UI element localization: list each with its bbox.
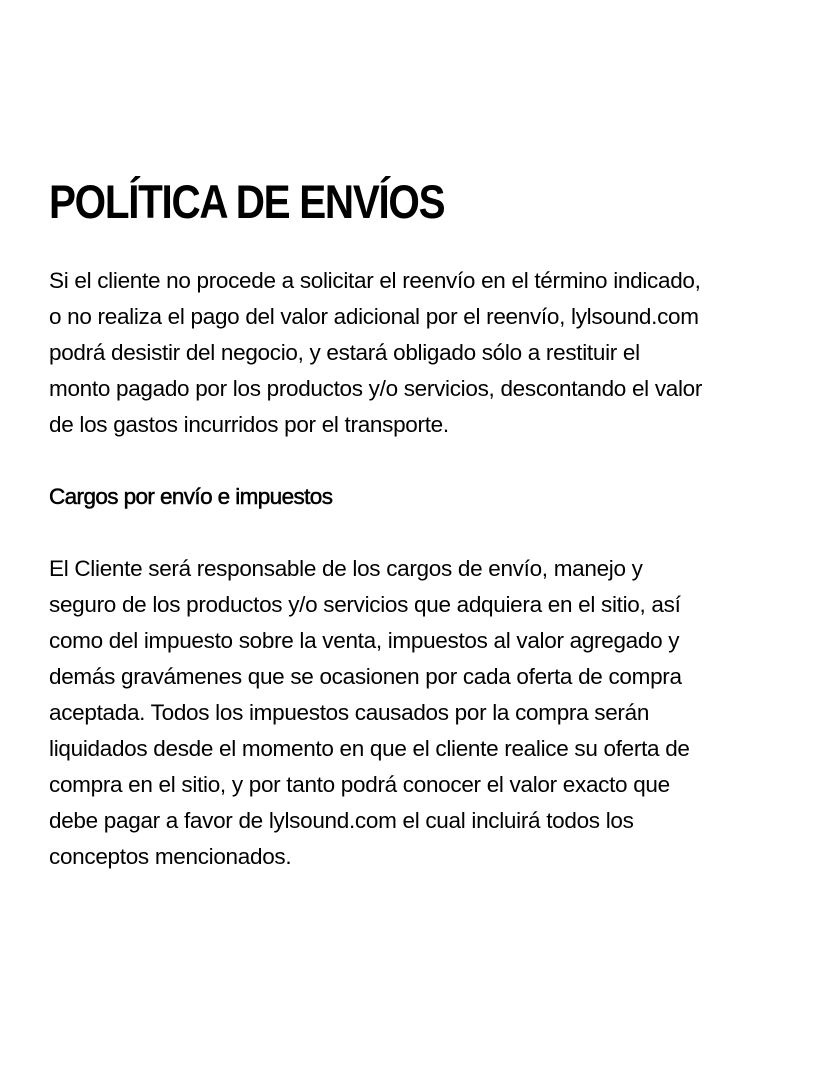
paragraph-line: debe pagar a favor de lylsound.com el cual incluirá todos los	[49, 808, 634, 833]
paragraph-line: o no realiza el pago del valor adicional por el reenvío, lylsound.com	[49, 304, 699, 329]
paragraph-line: seguro de los productos y/o servicios que adquiera en el sitio, así	[49, 592, 681, 617]
paragraph-line: liquidados desde el momento en que el cliente realice su oferta de	[49, 736, 690, 761]
paragraph-line: El Cliente será responsable de los cargos de envío, manejo y	[49, 556, 643, 581]
paragraph-line: de los gastos incurridos por el transporte.	[49, 412, 449, 437]
page-title: POLÍTICA DE ENVÍOS	[49, 175, 445, 228]
paragraph-line: monto pagado por los productos y/o servicios, descontando el valor	[49, 376, 703, 401]
paragraph-line: conceptos mencionados.	[49, 844, 292, 869]
paragraph-line: demás gravámenes que se ocasionen por cada oferta de compra	[49, 664, 682, 689]
paragraph-line: podrá desistir del negocio, y estará obligado sólo a restituir el	[49, 340, 640, 365]
policy-page	[49, 172, 789, 875]
paragraph-line: Si el cliente no procede a solicitar el reenvío en el término indicado,	[49, 268, 701, 293]
paragraph-line: compra en el sitio, y por tanto podrá conocer el valor exacto que	[49, 772, 670, 797]
section-heading: Cargos por envío e impuestos	[49, 484, 333, 509]
paragraph-line: aceptada. Todos los impuestos causados por la compra serán	[49, 700, 650, 725]
intro-paragraph	[49, 263, 789, 443]
paragraph-line: como del impuesto sobre la venta, impuestos al valor agregado y	[49, 628, 680, 653]
section-paragraph	[49, 551, 789, 875]
